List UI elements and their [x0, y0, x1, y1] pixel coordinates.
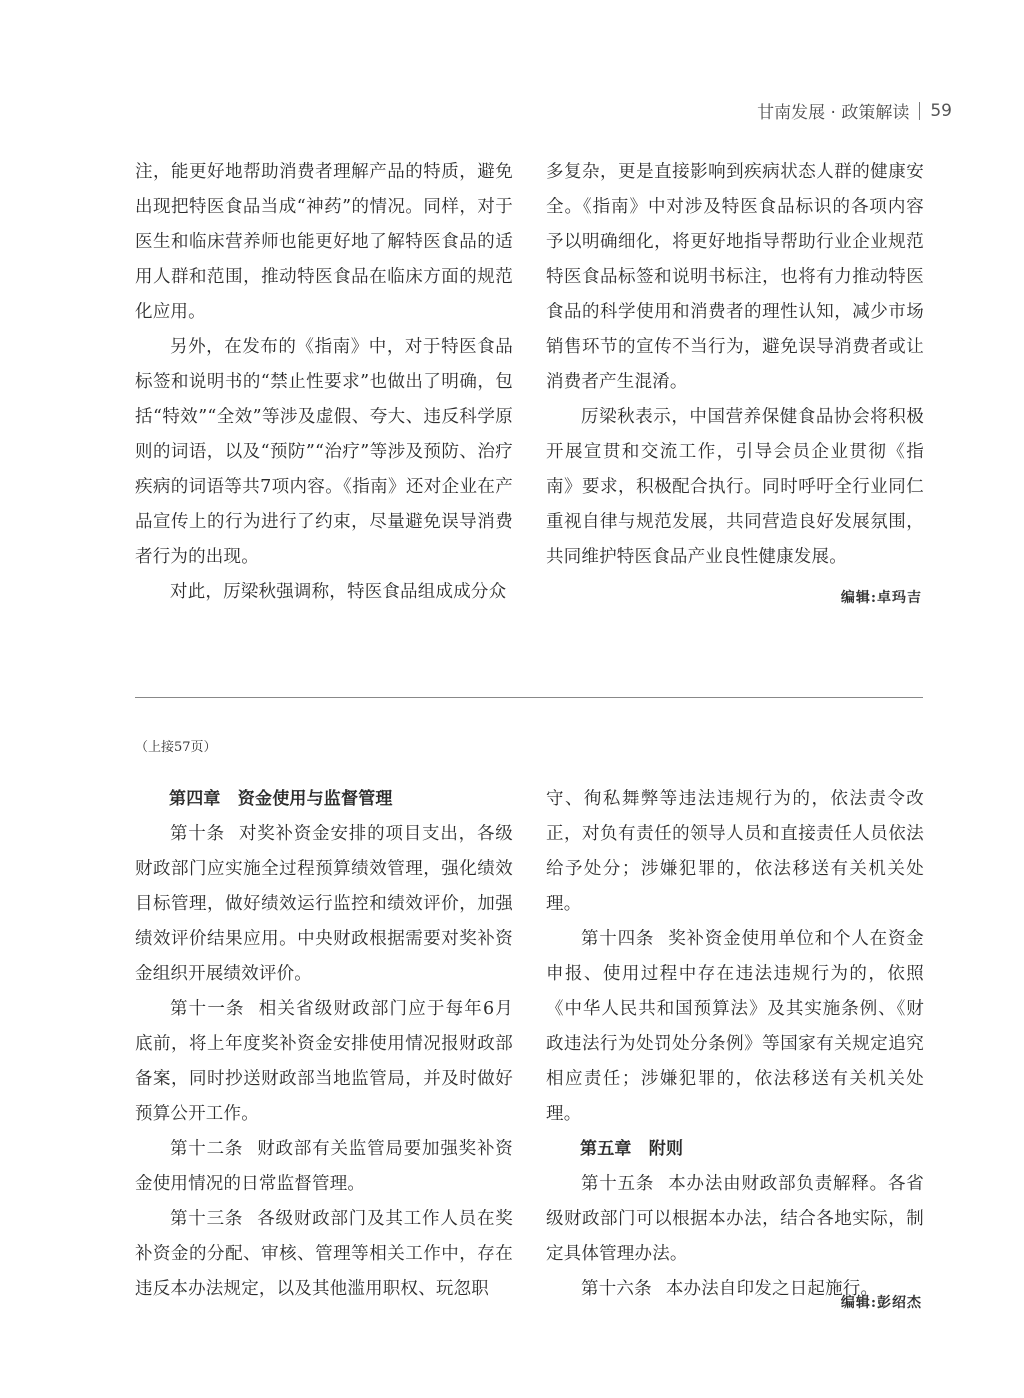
paragraph: 注，能更好地帮助消费者理解产品的特质，避免出现把特医食品当成“神药”的情况。同样，对于医生和临床营养师也能更好地了解特医食品的适用人群和范围，推动特医食品在临床方面的规范化应用。 [135, 162, 513, 322]
magazine-section-title: 甘南发展 · 政策解读 [757, 103, 910, 123]
chapter-heading: 第五章 附则 [580, 1139, 684, 1159]
article2-left-column [135, 782, 513, 1307]
article-label: 第十三条 [170, 1209, 244, 1229]
article-text: 对奖补资金安排的项目支出，各级财政部门应实施全过程预算绩效管理，强化绩效目标管理，做好绩效运行监控和绩效评价，加强绩效评价结果应用。中央财政根据需要对奖补资金组织开展绩效评价。 [135, 824, 513, 984]
continued-from-note: （上接57页） [135, 740, 217, 755]
paragraph: 厉梁秋表示，中国营养保健食品协会将积极开展宣贯和交流工作，引导会员企业贯彻《指南》要求，积极配合执行。同时呼吁全行业同仁重视自律与规范发展，共同营造良好发展氛围，共同维护特医食品产业良性健康发展。 [546, 407, 924, 567]
article-paragraph [546, 922, 924, 1132]
article-label: 第十条 [170, 824, 225, 844]
chapter-heading: 第四章 资金使用与监督管理 [169, 789, 393, 809]
paragraph: 另外，在发布的《指南》中，对于特医食品标签和说明书的“禁止性要求”也做出了明确，包括“特效”“全效”等涉及虚假、夸大、违反科学原则的词语，以及“预防”“治疗”等涉及预防、治疗疾病的词语等共7项内容。《指南》还对企业在产品宣传上的行为进行了约束，尽量避免误导消费者行为的出现。 [135, 337, 513, 567]
article-text: 财政部有关监管局要加强奖补资金使用情况的日常监督管理。 [135, 1139, 513, 1194]
article-paragraph [546, 1167, 924, 1272]
article2-right-column [546, 782, 924, 1307]
paragraph: 守、徇私舞弊等违法违规行为的，依法责令改正，对负有责任的领导人员和直接责任人员依法给予处分；涉嫌犯罪的，依法移送有关机关处理。 [546, 789, 924, 914]
article-text: 本办法自印发之日起施行。 [665, 1279, 879, 1299]
article1-left-column [135, 155, 513, 610]
paragraph: 对此，厉梁秋强调称，特医食品组成成分众 [170, 582, 507, 602]
article-paragraph [135, 817, 513, 992]
article-paragraph [135, 1202, 513, 1307]
article-paragraph [135, 992, 513, 1132]
running-header [757, 98, 952, 123]
article-text: 各级财政部门及其工作人员在奖补资金的分配、审核、管理等相关工作中，存在违反本办法规定，以及其他滥用职权、玩忽职 [135, 1209, 513, 1299]
section-divider [135, 697, 923, 698]
paragraph: 多复杂，更是直接影响到疾病状态人群的健康安全。《指南》中对涉及特医食品标识的各项内容予以明确细化，将更好地指导帮助行业企业规范特医食品标签和说明书标注，也将有力推动特医食品的科学使用和消费者的理性认知，减少市场销售环节的宣传不当行为，避免误导消费者或让消费者产生混淆。 [546, 162, 924, 392]
article1-editor-credit: 编辑:卓玛吉 [840, 590, 922, 606]
article-paragraph [135, 1132, 513, 1202]
article-text: 本办法由财政部负责解释。各省级财政部门可以根据本办法，结合各地实际，制定具体管理办法。 [546, 1174, 924, 1264]
article-label: 第十一条 [170, 999, 245, 1019]
article-label: 第十六条 [581, 1279, 652, 1299]
article2-editor-credit: 编辑:彭绍杰 [840, 1295, 922, 1311]
article-text: 奖补资金使用单位和个人在资金申报、使用过程中存在违法违规行为的，依照《中华人民共和国预算法》及其实施条例、《财政违法行为处罚处分条例》等国家有关规定追究相应责任；涉嫌犯罪的，依法移送有关机关处理。 [546, 929, 924, 1124]
article-label: 第十五条 [581, 1174, 655, 1194]
article-label: 第十二条 [170, 1139, 244, 1159]
header-divider [919, 102, 920, 120]
article-label: 第十四条 [581, 929, 655, 949]
article-text: 相关省级财政部门应于每年6月底前，将上年度奖补资金安排使用情况报财政部备案，同时抄送财政部当地监管局，并及时做好预算公开工作。 [135, 999, 513, 1124]
article1-right-column [546, 155, 924, 575]
page-number: 59 [930, 100, 952, 121]
